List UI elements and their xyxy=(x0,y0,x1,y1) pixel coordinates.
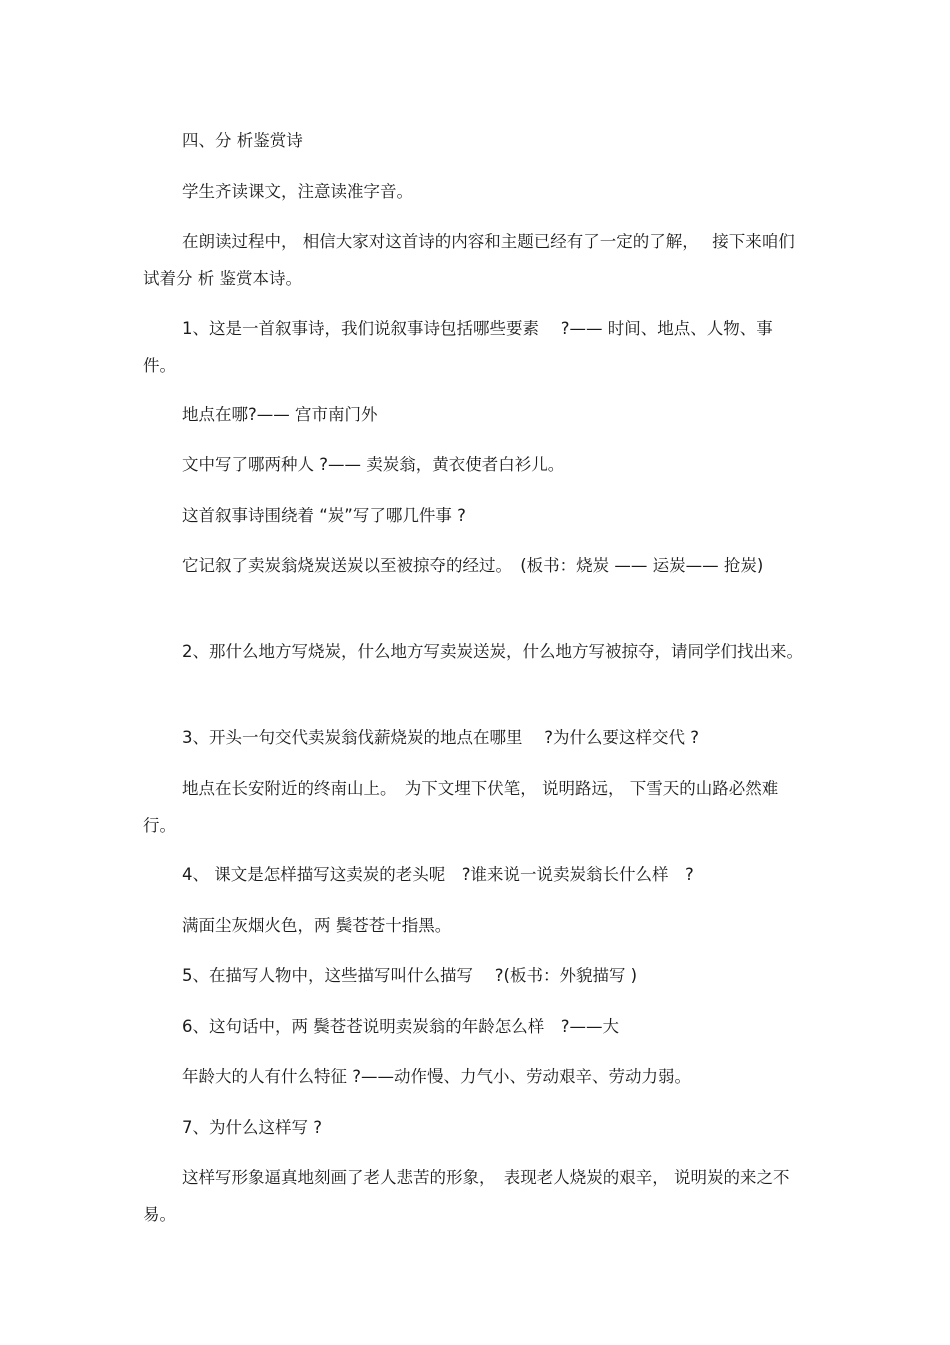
paragraph: 3、开头一句交代卖炭翁伐薪烧炭的地点在哪里 ?为什么要这样交代 ? xyxy=(182,728,700,747)
paragraph: 2、那什么地方写烧炭，什么地方写卖炭送炭，什么地方写被掠夺，请同学们找出来。 xyxy=(182,642,803,661)
paragraph: 1、这是一首叙事诗，我们说叙事诗包括哪些要素 ?—— 时间、地点、人物、事件。 xyxy=(143,319,773,375)
paragraph: 5、在描写人物中，这些描写叫什么描写 ?(板书：外貌描写 ) xyxy=(182,966,638,985)
paragraph: 学生齐读课文，注意读准字音。 xyxy=(182,182,413,201)
paragraph: 6、这句话中，两 鬓苍苍说明卖炭翁的年龄怎么样 ?——大 xyxy=(182,1017,620,1036)
paragraph: 在朗读过程中， 相信大家对这首诗的内容和主题已经有了一定的了解， 接下来咱们试着分 析 鉴赏本诗。 xyxy=(143,232,795,288)
paragraph: 地点在哪?—— 宫市南门外 xyxy=(182,405,378,424)
paragraph: 文中写了哪两种人 ?—— 卖炭翁，黄衣使者白衫儿。 xyxy=(182,455,565,474)
paragraph: 这样写形象逼真地刻画了老人悲苦的形象， 表现老人烧炭的艰辛， 说明炭的来之不易。 xyxy=(143,1168,790,1224)
paragraph: 7、为什么这样写 ? xyxy=(182,1118,323,1137)
paragraph: 4、 课文是怎样描写这卖炭的老头呢 ?谁来说一说卖炭翁长什么样 ? xyxy=(182,865,694,884)
paragraph: 地点在长安附近的终南山上。 为下文埋下伏笔， 说明路远， 下雪天的山路必然难行。 xyxy=(143,779,779,835)
paragraph: 年龄大的人有什么特征 ?——动作慢、力气小、劳动艰辛、劳动力弱。 xyxy=(182,1067,692,1086)
paragraph: 满面尘灰烟火色，两 鬓苍苍十指黑。 xyxy=(182,916,452,935)
paragraph: 这首叙事诗围绕着 “炭”写了哪几件事 ? xyxy=(182,506,466,525)
paragraph: 它记叙了卖炭翁烧炭送炭以至被掠夺的经过。 (板书：烧炭 —— 运炭—— 抢炭) xyxy=(182,556,764,575)
section-heading: 四、分 析鉴赏诗 xyxy=(182,131,303,150)
